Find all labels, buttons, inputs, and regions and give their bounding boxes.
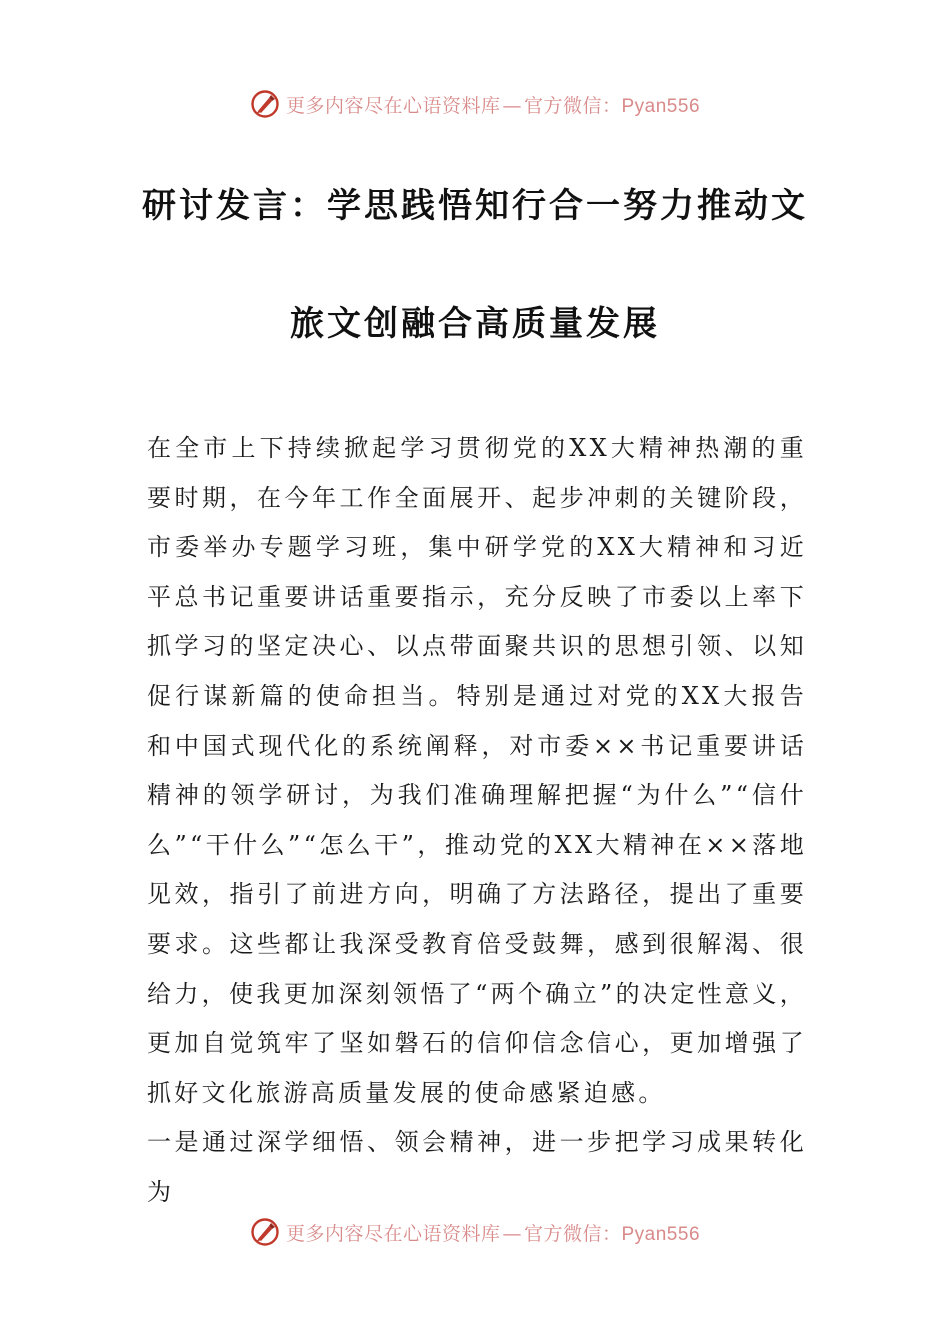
watermark-separator: — [502, 1222, 522, 1245]
watermark-separator: — [502, 94, 522, 117]
watermark-text [286, 91, 700, 118]
watermark-label: 官方微信： [523, 94, 622, 117]
watermark-text [286, 1219, 700, 1246]
header-watermark [0, 84, 950, 124]
footer-watermark [0, 1212, 950, 1252]
watermark-label: 官方微信： [523, 1222, 622, 1245]
document-title-line-2: 旅文创融合高质量发展 [290, 304, 660, 344]
watermark-brand: 更多内容尽在心语资料库 [285, 94, 501, 117]
document-title-line-1: 研讨发言：学思践悟知行合一努力推动文 [142, 186, 808, 226]
body-paragraph-1: 在全市上下持续掀起学习贯彻党的XX大精神热潮的重要时期，在今年工作全面展开、起步冲刺的关键阶段，市委举办专题学习班，集中研学党的XX大精神和习近平总书记重要讲话重要指示，充分反映了市委以上率下抓学习的坚定决心、以点带面聚共识的思想引领、以知促行谋新篇的使命担当。特别是通过对党的XX大报告和中国式现代化的系统阐释，对市委××书记重要讲话精神的领学研讨，为我们准确理解把握“为什么”“信什么”“干什么”“怎么干”，推动党的XX大精神在××落地见效，指引了前进方向，明确了方法路径，提出了重要要求。这些都让我深受教育倍受鼓舞，感到很解渴、很给力，使我更加深刻领悟了“两个确立”的决定性意义，更加自觉筑牢了坚如磐石的信仰信念信心，更加增强了抓好文化旅游高质量发展的使命感紧迫感。 [147, 434, 807, 1107]
watermark-id: Pyan556 [621, 1223, 701, 1245]
pen-nib-icon [250, 89, 280, 119]
document-body [147, 424, 807, 1218]
watermark-id: Pyan556 [621, 95, 701, 117]
body-paragraph-2: 一是通过深学细悟、领会精神，进一步把学习成果转化为 [147, 1128, 807, 1206]
watermark-brand: 更多内容尽在心语资料库 [285, 1222, 501, 1245]
pen-nib-icon [250, 1217, 280, 1247]
